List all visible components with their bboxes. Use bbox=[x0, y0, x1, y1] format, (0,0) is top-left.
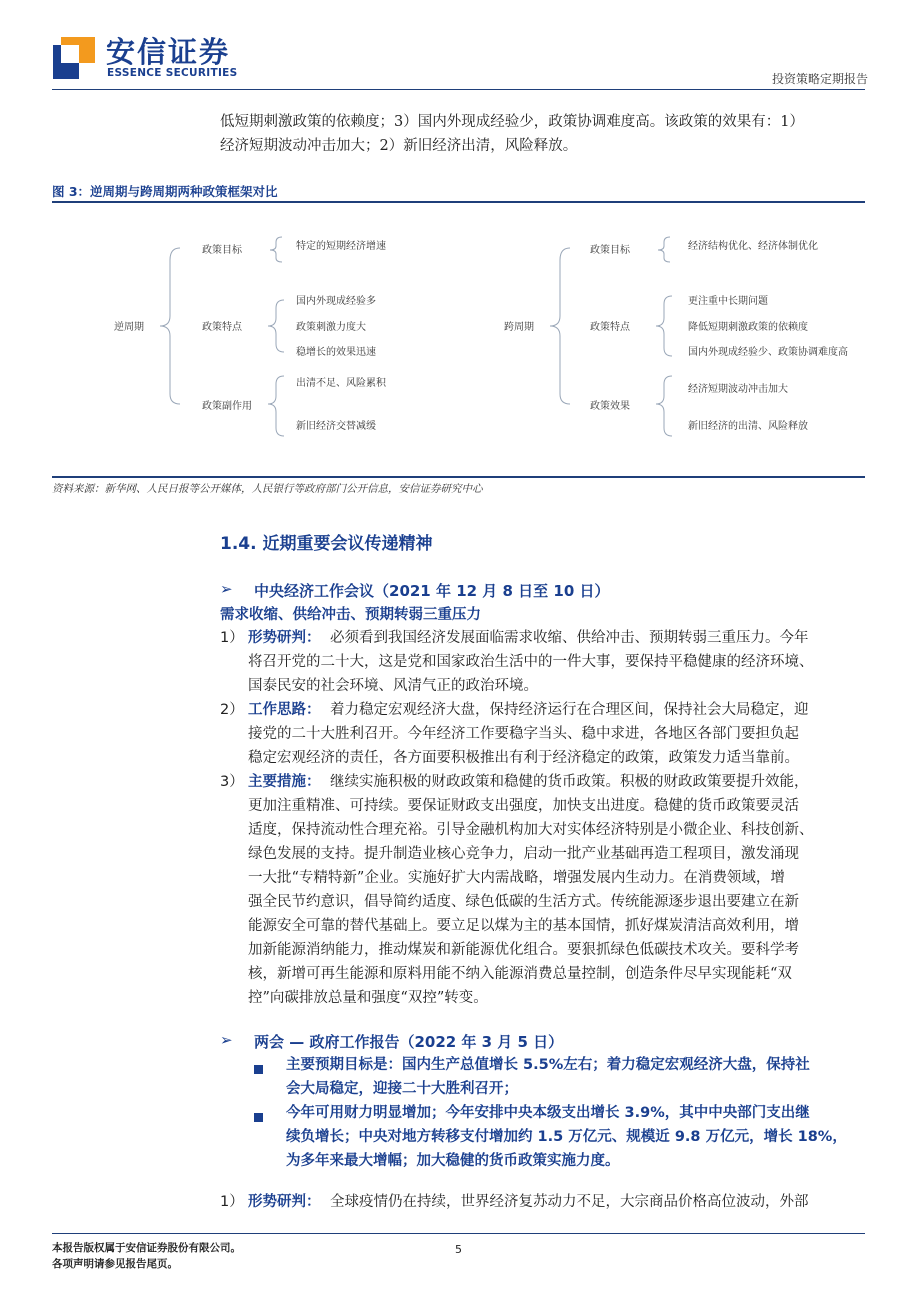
brand-name-cn: 安信证券 bbox=[106, 35, 231, 69]
intro-line-2: 经济短期波动冲击加大；2）新旧经济出清，风险释放。 bbox=[220, 138, 578, 154]
figure-top-rule bbox=[52, 201, 865, 203]
meeting2-heading: 两会 — 政府工作报告（2022 年 3 月 5 日） bbox=[254, 1033, 564, 1051]
arrow-bullet-icon: ➢ bbox=[220, 580, 233, 598]
square-bullet-icon bbox=[254, 1107, 263, 1126]
right-group-label: 政策目标 bbox=[590, 245, 630, 256]
footer-disclaimer: 各项声明请参见报告尾页。 bbox=[52, 1258, 178, 1270]
header-rule bbox=[52, 89, 865, 90]
figure-bottom-rule bbox=[52, 476, 865, 478]
footer-copyright: 本报告版权属于安信证券股份有限公司。 bbox=[52, 1242, 241, 1254]
item-line: 国泰民安的社会环境、风清气正的政治环境。 bbox=[248, 678, 538, 694]
item-line: 着力稳定宏观经济大盘，保持经济运行在合理区间，保持社会大局稳定，迎 bbox=[330, 702, 809, 718]
item-label: 工作思路： bbox=[248, 702, 321, 718]
item-line: 控”向碳排放总量和强度“双控”转变。 bbox=[248, 990, 488, 1006]
item-line: 绿色发展的支持。提升制造业核心竞争力，启动一批产业基础再造工程项目，激发涌现 bbox=[248, 846, 799, 862]
item-line: 一大批“专精特新”企业。实施好扩大内需战略，增强发展内生动力。在消费领域，增 bbox=[248, 870, 785, 886]
bullet-line: 为多年来最大增幅；加大稳健的货币政策实施力度。 bbox=[286, 1153, 620, 1169]
bullet-line: 今年可用财力明显增加；今年安排中央本级支出增长 3.9%，其中中央部门支出继 bbox=[286, 1105, 810, 1121]
intro-line-1: 低短期刺激政策的依赖度；3）国内外现成经验少，政策协调难度高。该政策的效果有：1） bbox=[220, 114, 804, 130]
page-number: 5 bbox=[455, 1243, 462, 1256]
right-brace bbox=[658, 237, 670, 262]
bullet-line: 主要预期目标是：国内生产总值增长 5.5%左右；着力稳定宏观经济大盘，保持社 bbox=[286, 1057, 810, 1073]
item-line: 能源安全可靠的替代基础上。要立足以煤为主的基本国情，抓好煤炭清洁高效利用，增 bbox=[248, 918, 799, 934]
right-item: 经济短期波动冲击加大 bbox=[688, 384, 788, 395]
right-item: 经济结构优化、经济体制优化 bbox=[688, 241, 818, 252]
square-bullet-icon bbox=[254, 1059, 263, 1078]
left-item: 政策刺激力度大 bbox=[296, 322, 366, 333]
right-item: 新旧经济的出清、风险释放 bbox=[688, 421, 808, 432]
left-item: 国内外现成经验多 bbox=[296, 296, 376, 307]
section-title: 1.4. 近期重要会议传递精神 bbox=[220, 534, 433, 554]
item-line: 接党的二十大胜利召开。今年经济工作要稳字当头、稳中求进，各地区各部门要担负起 bbox=[248, 726, 799, 742]
brand-name-en: ESSENCE SECURITIES bbox=[107, 67, 238, 79]
left-brace bbox=[268, 376, 284, 436]
left-group-label: 政策副作用 bbox=[202, 401, 252, 412]
left-root-brace bbox=[160, 248, 180, 404]
right-group-label: 政策特点 bbox=[590, 322, 630, 333]
figure-title: 图 3：逆周期与跨周期两种政策框架对比 bbox=[52, 184, 278, 199]
left-group-label: 政策特点 bbox=[202, 322, 242, 333]
right-group-label: 政策效果 bbox=[590, 401, 630, 412]
item-line: 更加注重精准、可持续。要保证财政支出强度，加快支出进度。稳健的货币政策要灵活 bbox=[248, 798, 799, 814]
right-root-brace bbox=[550, 248, 570, 404]
left-brace bbox=[268, 300, 284, 352]
meeting1-subheading: 需求收缩、供给冲击、预期转弱三重压力 bbox=[220, 607, 481, 623]
left-item: 新旧经济交替减缓 bbox=[296, 421, 376, 432]
policy-diagram bbox=[52, 204, 865, 474]
right-root: 跨周期 bbox=[504, 322, 534, 333]
left-brace bbox=[270, 237, 282, 262]
logo-mark bbox=[53, 37, 95, 79]
bullet-line: 续负增长；中央对地方转移支付增加约 1.5 万亿元、规模近 9.8 万亿元，增长 18%， bbox=[286, 1129, 847, 1145]
item-label: 形势研判： bbox=[248, 630, 321, 646]
item-line: 适度，保持流动性合理充裕。引导金融机构加大对实体经济特别是小微企业、科技创新、 bbox=[248, 822, 814, 838]
right-brace bbox=[656, 296, 672, 356]
footer-rule bbox=[52, 1233, 865, 1234]
item-line: 全球疫情仍在持续，世界经济复苏动力不足，大宗商品价格高位波动，外部 bbox=[330, 1194, 809, 1210]
left-root: 逆周期 bbox=[114, 322, 144, 333]
right-item: 更注重中长期问题 bbox=[688, 296, 768, 307]
item-label: 形势研判： bbox=[248, 1194, 321, 1210]
item-line: 强全民节约意识，倡导简约适度、绿色低碳的生活方式。传统能源逐步退出要建立在新 bbox=[248, 894, 799, 910]
item-line: 将召开党的二十大，这是党和国家政治生活中的一件大事，要保持平稳健康的经济环境、 bbox=[248, 654, 814, 670]
arrow-bullet-icon: ➢ bbox=[220, 1031, 233, 1049]
item-number: 1） bbox=[220, 630, 244, 646]
report-type: 投资策略定期报告 bbox=[771, 72, 868, 86]
figure-source: 资料来源：新华网、人民日报等公开媒体，人民银行等政府部门公开信息，安信证券研究中心 bbox=[52, 483, 483, 495]
item-line: 加新能源消纳能力，推动煤炭和新能源优化组合。要狠抓绿色低碳技术攻关。要科学考 bbox=[248, 942, 799, 958]
item-number: 2） bbox=[220, 702, 244, 718]
left-group-label: 政策目标 bbox=[202, 245, 242, 256]
item-number: 1） bbox=[220, 1194, 244, 1210]
item-line: 核，新增可再生能源和原料用能不纳入能源消费总量控制，创造条件尽早实现能耗“双 bbox=[248, 966, 792, 982]
item-number: 3） bbox=[220, 774, 244, 790]
item-label: 主要措施： bbox=[248, 774, 321, 790]
right-item: 降低短期刺激政策的依赖度 bbox=[688, 322, 808, 333]
right-item: 国内外现成经验少、政策协调难度高 bbox=[688, 347, 848, 358]
left-item: 特定的短期经济增速 bbox=[296, 241, 386, 252]
right-brace bbox=[656, 376, 672, 436]
bullet-line: 会大局稳定，迎接二十大胜利召开； bbox=[286, 1081, 518, 1097]
left-item: 稳增长的效果迅速 bbox=[296, 347, 376, 358]
item-line: 必须看到我国经济发展面临需求收缩、供给冲击、预期转弱三重压力。今年 bbox=[330, 630, 809, 646]
left-item: 出清不足、风险累积 bbox=[296, 378, 386, 389]
meeting1-heading: 中央经济工作会议（2021 年 12 月 8 日至 10 日） bbox=[254, 582, 610, 600]
item-line: 继续实施积极的财政政策和稳健的货币政策。积极的财政政策要提升效能， bbox=[330, 774, 809, 790]
item-line: 稳定宏观经济的责任，各方面要积极推出有利于经济稳定的政策，政策发力适当靠前。 bbox=[248, 750, 799, 766]
